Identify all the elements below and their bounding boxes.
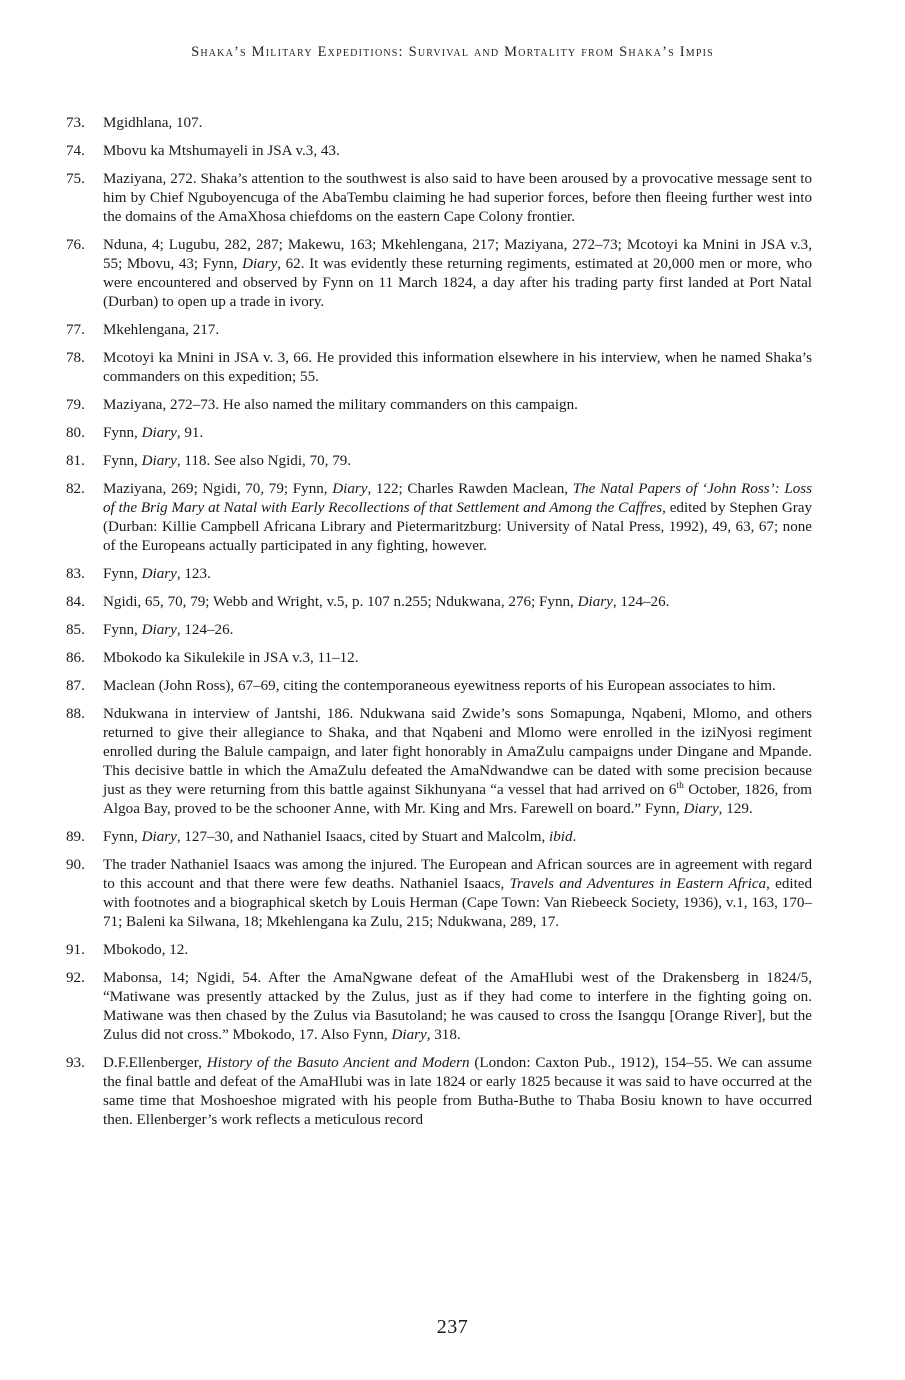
note-text-segment: Mkehlengana, 217. [103, 322, 220, 338]
superscript-text: th [676, 780, 684, 791]
note-text-segment: Maclean (John Ross), 67–69, citing the contemporaneous eyewitness reports of his European associates to him. [103, 678, 776, 694]
note-text-segment: October, 1826, from Algoa Bay, proved to be the schooner Anne, with Mr. King and Mrs. Farewell on board.” Fynn, [103, 782, 813, 817]
endnote-number: 91. [66, 942, 85, 958]
endnote [66, 480, 812, 556]
endnote [66, 142, 812, 161]
endnote [66, 396, 812, 415]
page-number: 237 [436, 1316, 469, 1338]
endnote-number: 92. [66, 970, 85, 986]
italic-title: Diary [141, 829, 177, 845]
endnote-number: 78. [66, 350, 85, 366]
endnote-text [103, 969, 812, 1045]
endnote-number: 79. [66, 397, 85, 413]
endnote-text [103, 677, 812, 696]
endnote-text [103, 593, 812, 612]
endnote [66, 424, 812, 443]
endnote-text [103, 828, 812, 847]
note-text-segment: , 91. [176, 425, 204, 441]
endnotes-list [66, 114, 812, 1139]
endnote [66, 565, 812, 584]
note-text-segment: Maziyana, 269; Ngidi, 70, 79; Fynn, [103, 481, 333, 497]
endnote-number: 84. [66, 594, 85, 610]
note-text-segment: , 118. See also Ngidi, 70, 79. [176, 453, 352, 469]
italic-title: Diary [391, 1027, 427, 1043]
endnote-text [103, 1054, 812, 1130]
italic-title: Travels and Adventures in Eastern Africa [509, 876, 767, 892]
endnote-number: 76. [66, 237, 85, 253]
endnote-text [103, 236, 812, 312]
note-text-segment: Ndukwana in interview of Jantshi, 186. Ndukwana said Zwide’s sons Somapunga, Nqabeni, Mlomo, and others returned to give their allegiance to Shaka, and that Nqabeni and Mlomo were enrolled in the iziNyosi regiment enrolled during the Balule campaign, and later fight honorably in AmaZulu campaigns under Dingane and Mpande. This decisive battle in which the AmaZulu defeated the AmaNdwandwe can be dated with some precision because just as they were returning from this battle against Sikhunyana “a vessel that had arrived on 6 [103, 706, 812, 798]
note-text-segment: Fynn, [103, 453, 142, 469]
endnote-number: 82. [66, 481, 85, 497]
note-text-segment: Fynn, [103, 622, 142, 638]
italic-title: History of the Basuto Ancient and Modern [206, 1055, 470, 1071]
italic-title: Diary [141, 453, 177, 469]
endnote-text [103, 621, 812, 640]
endnote [66, 349, 812, 387]
endnote-text [103, 856, 812, 932]
endnote [66, 1054, 812, 1130]
endnote-number: 85. [66, 622, 85, 638]
endnote [66, 452, 812, 471]
note-text-segment: Mcotoyi ka Mnini in JSA v. 3, 66. He provided this information elsewhere in his interview, when he named Shaka’s commanders on this expedition; 55. [103, 350, 812, 385]
endnote [66, 677, 812, 696]
note-text-segment: Mgidhlana, 107. [103, 115, 203, 131]
note-text-segment: , 124–26. [612, 594, 670, 610]
note-text-segment: , 62. It was evidently these returning regiments, estimated at 20,000 men or more, who were encountered and observed by Fynn on 11 March 1824, a day after his trading party first landed at Port Natal (Durban) to open up a trade in ivory. [103, 256, 813, 310]
italic-title: Diary [577, 594, 613, 610]
endnote-number: 90. [66, 857, 85, 873]
endnote [66, 236, 812, 312]
endnote [66, 114, 812, 133]
endnote-number: 89. [66, 829, 85, 845]
note-text-segment: (London: Caxton Pub., 1912), 154–55. We can assume the final battle and defeat of the AmaHlubi was in late 1824 or early 1825 because it was said to have occurred at the same time that Moshoeshoe migrated with his people from Butha-Buthe to Thaba Bosiu known to have occurred then. Ellenberger’s work reflects a meticulous record [103, 1055, 812, 1128]
note-text-segment: Fynn, [103, 425, 142, 441]
endnote-text [103, 321, 812, 340]
endnote-text [103, 349, 812, 387]
endnote-number: 77. [66, 322, 85, 338]
note-text-segment: , edited with footnotes and a biographical sketch by Louis Herman (Cape Town: Van Riebeeck Society, 1936), v.1, 163, 170–71; Baleni ka Silwana, 18; Mkehlengana ka Zulu, 215; Ndukwana, 289, 17. [103, 876, 813, 930]
note-text-segment: Ngidi, 65, 70, 79; Webb and Wright, v.5, p. 107 n.255; Ndukwana, 276; Fynn, [103, 594, 578, 610]
note-text-segment: , 124–26. [176, 622, 234, 638]
note-text-segment: Fynn, [103, 829, 142, 845]
endnote-number: 80. [66, 425, 85, 441]
note-text-segment: Maziyana, 272. Shaka’s attention to the southwest is also said to have been aroused by a provocative message sent to him by Chief Nguboyencuga of the AbaTembu claiming he had superior forces, before then fleeing further west into the domains of the AmaXhosa chiefdoms on the eastern Cape Colony frontier. [103, 171, 812, 225]
endnote-text [103, 396, 812, 415]
italic-title: Diary [141, 622, 177, 638]
running-head: Shaka’s Military Expeditions: Survival and Mortality from Shaka’s Impis [191, 44, 714, 60]
note-text-segment: , 129. [718, 801, 753, 817]
endnote [66, 649, 812, 668]
note-text-segment: , 318. [426, 1027, 461, 1043]
italic-title: The Natal Papers of ‘John Ross’: Loss of the Brig Mary at Natal with Early Recollections of that Settlement and Among the Caffres [103, 481, 813, 516]
endnote-number: 75. [66, 171, 85, 187]
italic-title: ibid [549, 829, 573, 845]
endnote-number: 83. [66, 566, 85, 582]
note-text-segment: Fynn, [103, 566, 142, 582]
endnote-text [103, 705, 812, 819]
note-text-segment: Mabonsa, 14; Ngidi, 54. After the AmaNgwane defeat of the AmaHlubi west of the Drakensberg in 1824/5, “Matiwane was presently attacked by the Zulus, just as if they had come to interfere in the fighting going on. Matiwane was then chased by the Zulus via Basutoland; he was caused to cross the Isangqu [Orange River], but the Zulus did not cross.” Mbokodo, 17. Also Fynn, [103, 970, 812, 1043]
endnote-text [103, 170, 812, 227]
endnote-number: 86. [66, 650, 85, 666]
endnote-number: 93. [66, 1055, 85, 1071]
note-text-segment: Mbokodo, 12. [103, 942, 189, 958]
endnote [66, 705, 812, 819]
italic-title: Diary [242, 256, 278, 272]
note-text-segment: . [572, 829, 577, 845]
endnote-text [103, 480, 812, 556]
endnote [66, 170, 812, 227]
note-text-segment: Mbokodo ka Sikulekile in JSA v.3, 11–12. [103, 650, 359, 666]
endnote-text [103, 114, 812, 133]
endnote-text [103, 452, 812, 471]
endnote-text [103, 941, 812, 960]
note-text-segment: Nduna, 4; Lugubu, 282, 287; Makewu, 163; Mkehlengana, 217; Maziyana, 272–73; Mcotoyi ka Mnini in JSA v.3, 55; Mbovu, 43; Fynn, [103, 237, 812, 272]
endnote [66, 593, 812, 612]
endnote-text [103, 142, 812, 161]
italic-title: Diary [332, 481, 368, 497]
endnote-text [103, 649, 812, 668]
endnote-number: 74. [66, 143, 85, 159]
endnote [66, 828, 812, 847]
endnote-number: 88. [66, 706, 85, 722]
italic-title: Diary [683, 801, 719, 817]
italic-title: Diary [141, 566, 177, 582]
endnote-number: 73. [66, 115, 85, 131]
note-text-segment: The trader Nathaniel Isaacs was among the injured. The European and African sources are in agreement with regard to this account and that there were few deaths. Nathaniel Isaacs, [103, 857, 812, 892]
note-text-segment: , edited by Stephen Gray (Durban: Killie Campbell Africana Library and Pietermaritzburg: University of Natal Press, 1992), 49, 63, 67; none of the Europeans actually participated in any fighting, however. [103, 500, 813, 554]
note-text-segment: D.F.Ellenberger, [103, 1055, 207, 1071]
note-text-segment: , 122; Charles Rawden Maclean, [367, 481, 573, 497]
endnote [66, 856, 812, 932]
note-text-segment: , 123. [176, 566, 211, 582]
endnote [66, 621, 812, 640]
note-text-segment: , 127–30, and Nathaniel Isaacs, cited by Stuart and Malcolm, [176, 829, 550, 845]
endnote [66, 969, 812, 1045]
endnote-text [103, 424, 812, 443]
italic-title: Diary [141, 425, 177, 441]
endnote-text [103, 565, 812, 584]
note-text-segment: Maziyana, 272–73. He also named the military commanders on this campaign. [103, 397, 578, 413]
endnote-number: 87. [66, 678, 85, 694]
endnote-number: 81. [66, 453, 85, 469]
endnote [66, 941, 812, 960]
endnote [66, 321, 812, 340]
note-text-segment: Mbovu ka Mtshumayeli in JSA v.3, 43. [103, 143, 340, 159]
